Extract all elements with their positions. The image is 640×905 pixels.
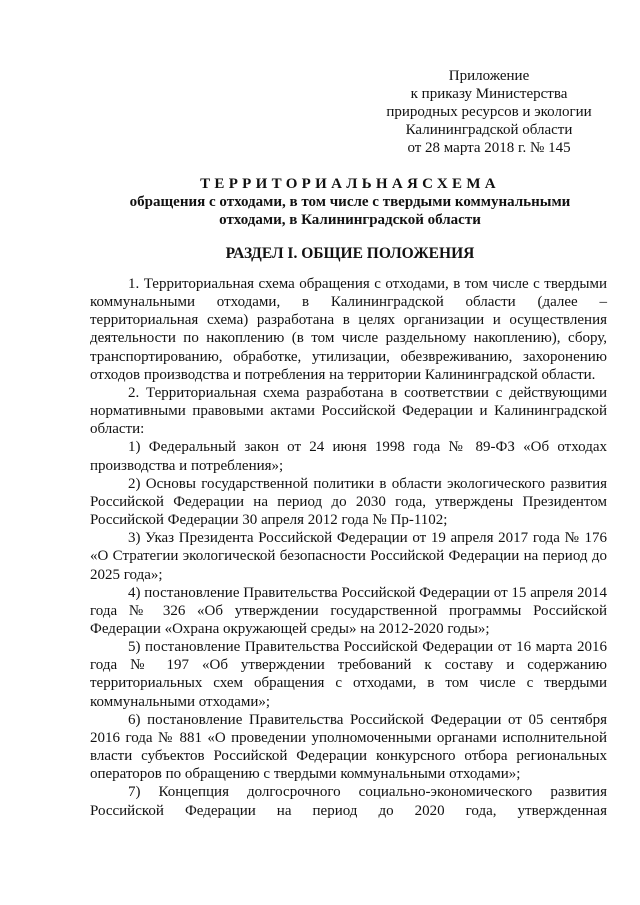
approval-line-order: к приказу Министерства — [410, 86, 568, 102]
list-item-5: 5) постановление Правительства Российской Федерации от 16 марта 2016 года № 197 «Об утверждении требований к составу и содержанию территориальных схем обращения с отходами, в том числе с твердыми коммунальными отходами»; — [90, 639, 607, 710]
approval-block — [372, 67, 606, 157]
list-item-1: 1) Федеральный закон от 24 июня 1998 года № 89-ФЗ «Об отходах производства и потребления»; — [90, 439, 607, 474]
approval-line-region: Калининградской области — [405, 122, 573, 138]
document-subtitle-line-2: отходами, в Калининградской области — [219, 212, 481, 228]
list-item-3: 3) Указ Президента Российской Федерации от 19 апреля 2017 года № 176 «О Стратегии экологической безопасности Российской Федерации на период до 2025 года»; — [90, 530, 607, 583]
document-title: ТЕРРИТОРИАЛЬНАЯСХЕМА — [200, 176, 500, 192]
document-subtitle-line-1: обращения с отходами, в том числе с твердыми коммунальными — [129, 194, 571, 210]
approval-line-appendix: Приложение — [448, 68, 530, 84]
list-item-2: 2) Основы государственной политики в области экологического развития Российской Федерации на период до 2030 года, утверждены Президентом Российской Федерации 30 апреля 2012 года № Пр-1102; — [90, 475, 607, 529]
approval-line-date: от 28 марта 2018 г. № 145 — [407, 140, 571, 156]
section-heading: РАЗДЕЛ I. ОБЩИЕ ПОЛОЖЕНИЯ — [225, 245, 475, 262]
list-item-4: 4) постановление Правительства Российской Федерации от 15 апреля 2014 года № 326 «Об утверждении государственной программы Российской Федерации «Охрана окружающей среды» на 2012-2020 годы»; — [90, 584, 607, 637]
list-item-6: 6) постановление Правительства Российской Федерации от 05 сентября 2016 года № 881 «О проведении уполномоченными органами исполнительной власти субъектов Российской Федерации конкурсного отбора региональных операторов по обращению с твердыми коммунальными отходами»; — [90, 711, 607, 783]
paragraph-2: 2. Территориальная схема разработана в соответствии с действующими нормативными правовыми актами Российской Федерации и Калининградской области: — [90, 384, 607, 438]
body-text — [90, 275, 607, 820]
list-item-7: 7) Концепция долгосрочного социально-экономического развития Российской Федерации на период до 2020 года, утвержденная — [90, 784, 607, 819]
paragraph-1: 1. Территориальная схема обращения с отходами, в том числе с твердыми коммунальными отходами, в Калининградской области (далее – территориальная схема) разработана в целях организации и осуществления деятельности по накоплению (в том числе раздельному накоплению), сбору, транспортированию, обработке, утилизации, обезвреживанию, захоронению отходов производства и потребления на территории Калининградской области. — [90, 276, 607, 383]
approval-line-ministry: природных ресурсов и экологии — [386, 104, 592, 120]
